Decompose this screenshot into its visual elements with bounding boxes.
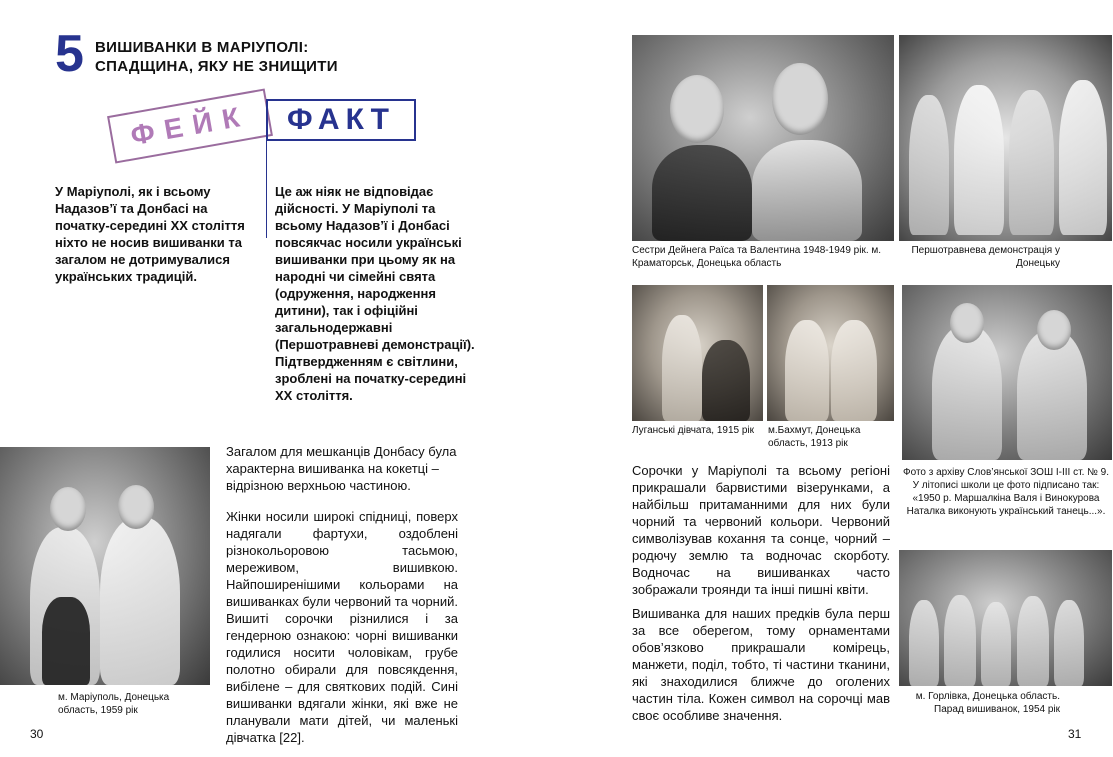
bakhmut-caption: м.Бахмут, Донецька область, 1913 рік — [768, 425, 861, 449]
chapter-title — [95, 38, 338, 76]
right-paragraph-1: Сорочки у Маріуполі та всьому регіоні прикрашали барвистими візерунками, а найбільш притаманними для них були чорний та червоний кольори. Червоний символізував кохання та сонце, чорний – родючу землю та водночас скорботу. Водночас на вишиванках часто зображали троянди та інші пишні квіти. — [632, 463, 890, 597]
sisters-photo — [632, 35, 894, 241]
fake-badge: ФЕЙК — [107, 88, 273, 163]
demonstration-photo-caption: Першотравнева демонстрація у Донецьку — [911, 245, 1060, 269]
luhansk-girls-photo — [632, 285, 763, 421]
left-paragraph-2: Жінки носили широкі спідниці, поверх надягали фартухи, оздоблені різнокольоровою тасьмою, мереживом, вишивкою. Найпоширенішими кольорами на вишиванках були червоний та чорний. Вишиті сорочки різнилися і за гендерною ознакою: чорні вишиванки годилися носити чоловікам, грубе полотно обирали для повсякдення, вибілене – для святкових подій. Сині вишиванки вдягали жінки, які вже не планували мати дітей, чи маленькі дівчатка [22]. — [226, 509, 458, 745]
fact-divider-line — [266, 137, 267, 238]
bakhmut-photo — [767, 285, 894, 421]
page-number-right: 31 — [1068, 727, 1082, 741]
chapter-title-line1: ВИШИВАНКИ В МАРІУПОЛІ: — [95, 39, 309, 56]
fake-statement: У Маріуполі, як і всьому Надазов’ї та Донбасі на початку-середині ХХ століття ніхто не носив вишиванки та загалом не дотримувалися українських традицій. — [55, 184, 245, 284]
wedding-photo — [0, 447, 210, 685]
demonstration-photo — [899, 35, 1112, 241]
right-paragraph-2: Вишиванка для наших предків була перш за все оберегом, тому орнаментами обов’язково прикрашали комірець, манжети, поділ, тобто, ті частини тканини, які знаходилися ближче до оголених частин тіла. Кожен символ на сорочці мав своє особливе значення. — [632, 606, 890, 723]
sisters-photo-caption: Сестри Дейнега Раїса та Валентина 1948-1949 рік. м. Краматорськ, Донецька область — [632, 245, 882, 269]
luhansk-girls-caption: Луганські дівчата, 1915 рік — [632, 425, 755, 436]
fact-statement: Це аж ніяк не відповідає дійсності. У Маріуполі та всьому Надазов’ї і Донбасі повсякчас носили українські вишиванки при цьому як на народні чи сімейні свята (одруження, народження дитини), так і офіційні загальнодержавні (Першотравневі демонстрації). Підтвердженням є світлини, зроблені на початку-середині ХХ століття. — [275, 184, 475, 403]
wedding-photo-caption: м. Маріуполь, Донецька область, 1959 рік — [58, 692, 170, 716]
horlivka-parade-caption: м. Горлівка, Донецька область. Парад вишиванок, 1954 рік — [915, 691, 1060, 715]
page-number-left: 30 — [30, 727, 44, 741]
left-paragraph-1: Загалом для мешканців Донбасу була характерна вишиванка на кокетці – відрізною верхньою частиною. — [226, 444, 457, 493]
chapter-number: 5 — [55, 25, 84, 83]
horlivka-parade-photo — [899, 550, 1112, 686]
dance-photo — [902, 285, 1112, 460]
chapter-title-line2: СПАДЩИНА, ЯКУ НЕ ЗНИЩИТИ — [95, 58, 338, 75]
dance-photo-caption: Фото з архіву Слов’янської ЗОШ І-ІІІ ст. № 9. У літописі школи це фото підписано так: «1950 р. Маршалкіна Валя і Винокурова Наталка виконують український танець...». — [903, 467, 1109, 517]
fact-badge: ФАКТ — [266, 99, 416, 141]
